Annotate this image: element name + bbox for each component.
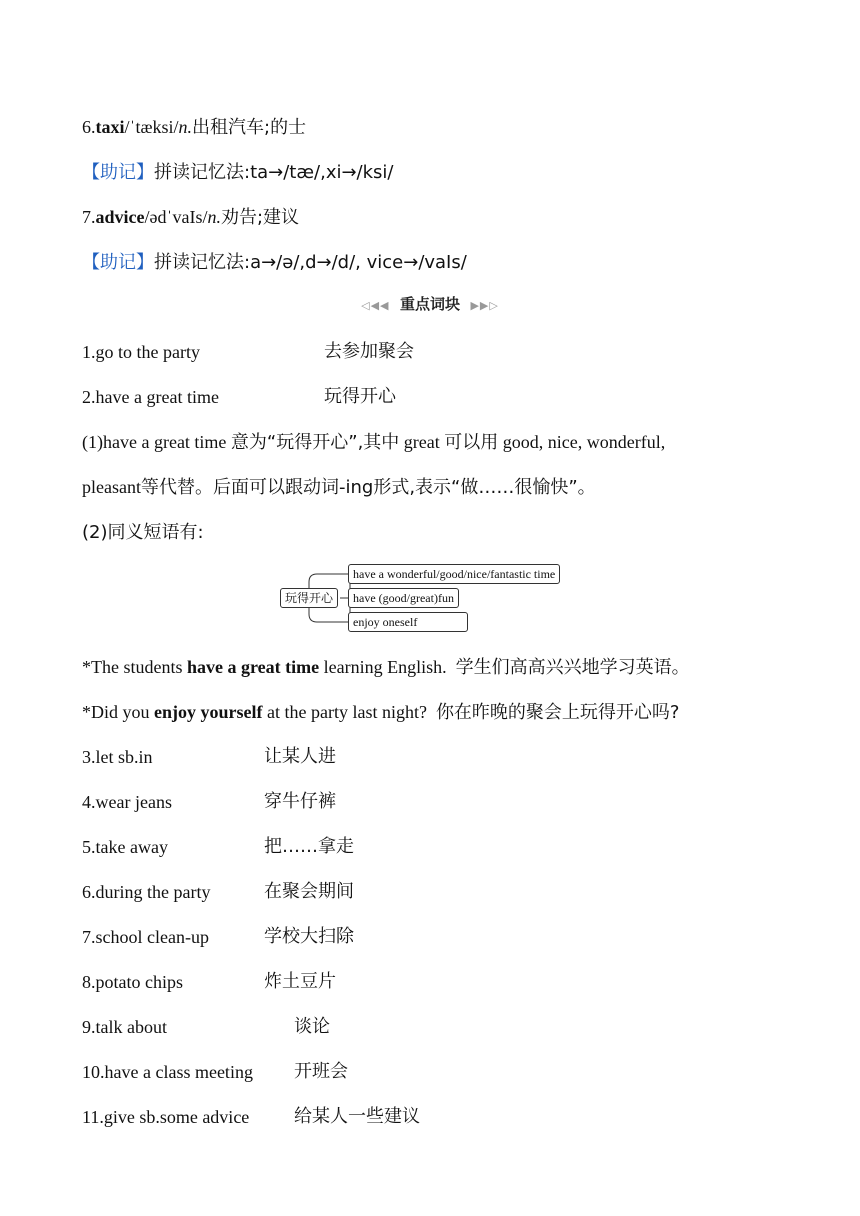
example-highlight: have a great time: [187, 657, 320, 677]
example-sentence: [82, 699, 680, 726]
vocab-number: 7.: [82, 207, 96, 227]
phrase-zh: 炸土豆片: [264, 971, 336, 992]
section-heading: [0, 293, 860, 314]
phrase-zh: 给某人一些建议: [294, 1106, 420, 1127]
explanation-text: great: [403, 432, 440, 452]
phrase-en: 10.have a class meeting: [82, 1062, 253, 1082]
explanation-line-1: [82, 429, 665, 456]
phrase-row: [82, 384, 219, 410]
phrase-en: 7.school clean-up: [82, 927, 209, 947]
example-highlight: enjoy yourself: [154, 702, 263, 722]
section-title: 重点词块: [399, 295, 460, 313]
explanation-text: good, nice, wonderful,: [502, 432, 666, 452]
tip-tag: 【助记】: [82, 252, 154, 273]
tip-tag: 【助记】: [82, 162, 154, 183]
diagram-item: have a wonderful/good/nice/fantastic time: [348, 564, 560, 584]
mnemonic-tip: [82, 159, 393, 186]
vocab-meaning: 劝告;建议: [220, 207, 300, 228]
synonym-diagram: [280, 560, 580, 636]
explanation-text: 意为: [230, 432, 267, 453]
phrase-zh: 穿牛仔裤: [264, 791, 336, 812]
phrase-zh: 谈论: [294, 1016, 330, 1037]
vocab-entry-taxi: [82, 114, 306, 141]
phrase-en: 11.give sb.some advice: [82, 1107, 250, 1127]
phrase-en: 5.take away: [82, 837, 168, 857]
explanation-text: pleasant: [82, 477, 141, 497]
example-text: learning English.: [319, 657, 447, 677]
phrase-zh: 开班会: [294, 1061, 348, 1082]
phrase-en: 9.talk about: [82, 1017, 167, 1037]
mnemonic-tip: [82, 249, 467, 276]
vocab-word: advice: [95, 207, 145, 227]
example-translation: 学生们高高兴兴地学习英语。: [455, 657, 690, 678]
vocab-pos: n.: [207, 207, 221, 227]
synonym-heading: (2)同义短语有:: [82, 522, 204, 543]
explanation-line-3: [82, 519, 204, 546]
vocab-word: taxi: [95, 117, 125, 137]
phrase-row: [82, 339, 200, 365]
phrase-zh: 玩得开心: [324, 386, 396, 407]
tip-text: 拼读记忆法:ta→/tæ/,xi→/ksi/: [154, 162, 394, 183]
diagram-item: enjoy oneself: [348, 612, 468, 632]
example-text: at the party last night?: [262, 702, 427, 722]
vocab-phonetic: /ədˈvaIs/: [144, 207, 208, 227]
explanation-text: 等代替。后面可以跟动词-ing形式,表示“做……很愉快”。: [140, 477, 596, 498]
vocab-entry-advice: [82, 204, 299, 231]
left-arrow-decoration-icon: ◁◀◀: [361, 299, 390, 312]
explanation-text: “玩得开心”,其中: [266, 432, 400, 453]
phrase-zh: 把……拿走: [264, 836, 354, 857]
tip-text: 拼读记忆法:a→/ə/,d→/d/, vice→/vaIs/: [154, 252, 467, 273]
phrase-zh: 在聚会期间: [264, 881, 354, 902]
phrase-zh: 学校大扫除: [264, 926, 354, 947]
vocab-number: 6.: [82, 117, 96, 137]
vocab-meaning: 出租汽车;的士: [192, 117, 307, 138]
vocab-pos: n.: [178, 117, 193, 137]
phrase-en: 4.wear jeans: [82, 792, 172, 812]
phrase-en: 1.go to the party: [82, 342, 200, 362]
phrase-en: 8.potato chips: [82, 972, 183, 992]
example-translation: 你在昨晚的聚会上玩得开心吗?: [435, 702, 680, 723]
diagram-item: have (good/great)fun: [348, 588, 459, 608]
example-text: *Did you: [82, 702, 154, 722]
phrase-en: 2.have a great time: [82, 387, 219, 407]
phrase-zh: 让某人进: [264, 746, 336, 767]
diagram-root: 玩得开心: [280, 588, 338, 608]
example-sentence: [82, 654, 690, 681]
phrase-en: 3.let sb.in: [82, 747, 153, 767]
explanation-text: (1)have a great time: [82, 432, 227, 452]
explanation-line-2: [82, 474, 596, 501]
example-text: *The students: [82, 657, 187, 677]
right-arrow-decoration-icon: ▶▶▷: [470, 299, 499, 312]
explanation-text: 可以用: [444, 432, 499, 453]
phrase-en: 6.during the party: [82, 882, 211, 902]
phrase-zh: 去参加聚会: [324, 341, 414, 362]
vocab-phonetic: /ˈtæksi/: [124, 117, 179, 137]
